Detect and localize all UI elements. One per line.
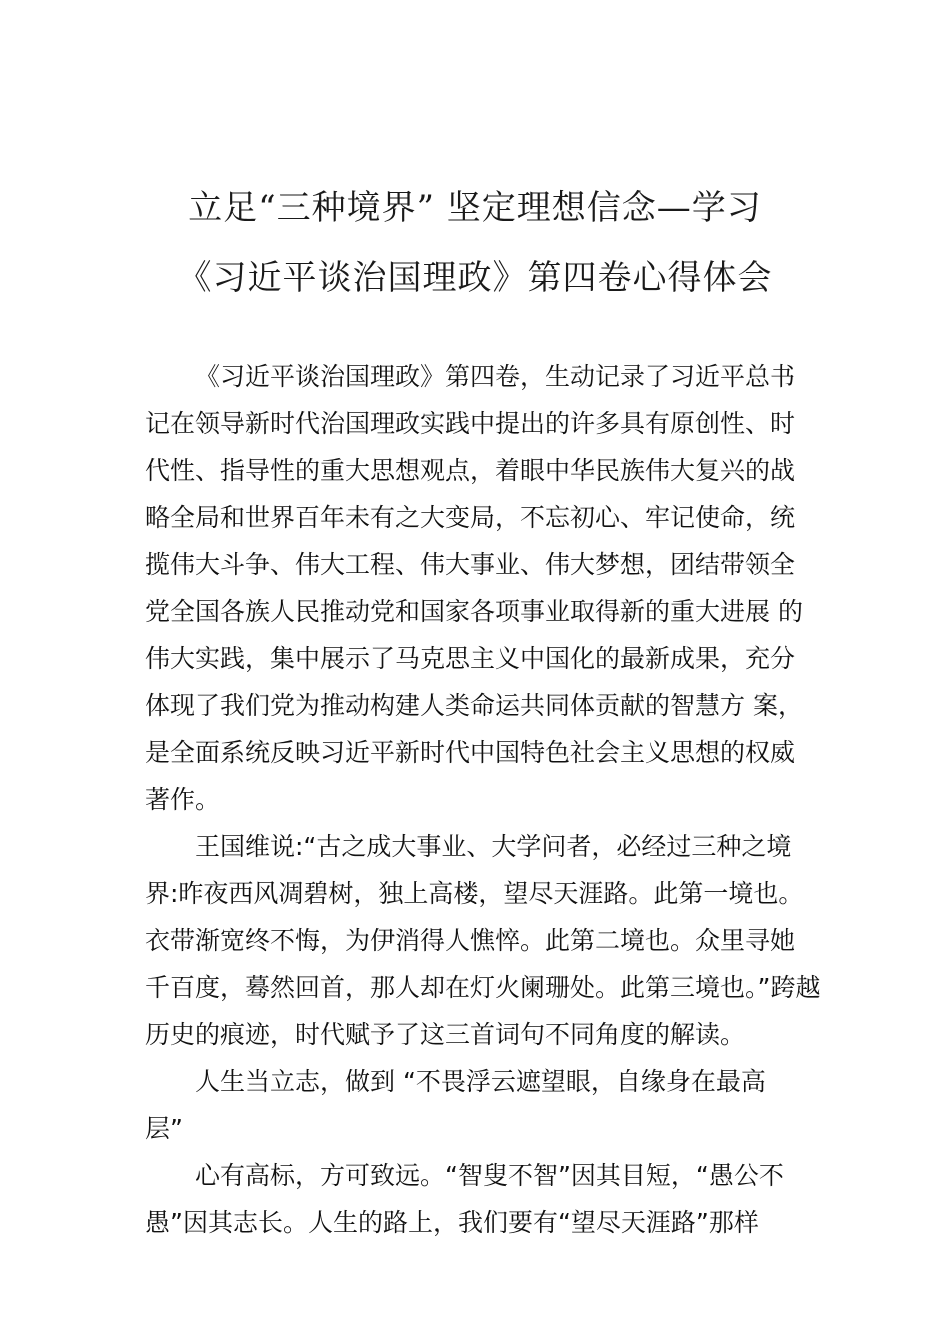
- paragraph-1-line-8: 体现了我们党为推动构建人类命运共同体贡献的智慧方 案，: [145, 691, 803, 720]
- document-title-line-2: 《习近平谈治国理政》第四卷心得体会: [177, 258, 773, 298]
- paragraph-2-line-4: 千百度，蓦然回首，那人却在灯火阑珊处。此第三境也。”跨越: [145, 973, 821, 1002]
- paragraph-1-line-3: 代性、指导性的重大思想观点，着眼中华民族伟大复兴的战: [145, 456, 796, 485]
- paragraph-1-line-10: 著作。: [145, 785, 221, 814]
- paragraph-3-line-2: 层”: [145, 1114, 183, 1143]
- paragraph-1-line-9: 是全面系统反映习近平新时代中国特色社会主义思想的权威: [145, 738, 796, 767]
- paragraph-2-line-2: 界:昨夜西风凋碧树，独上高楼，望尽天涯路。此第一境也。: [145, 879, 804, 908]
- paragraph-1-line-7: 伟大实践，集中展示了马克思主义中国化的最新成果，充分: [145, 644, 796, 673]
- paragraph-2-line-5: 历史的痕迹，时代赋予了这三首词句不同角度的解读。: [145, 1020, 746, 1049]
- paragraph-1-line-4: 略全局和世界百年未有之大变局，不忘初心、牢记使命，统: [145, 503, 796, 532]
- paragraph-3-line-1: 人生当立志，做到 “不畏浮云遮望眼，自缘身在最高: [195, 1067, 766, 1096]
- paragraph-2-line-3: 衣带渐宽终不悔，为伊消得人憔悴。此第二境也。众里寻她: [145, 926, 796, 955]
- paragraph-1-line-1: 《习近平谈治国理政》第四卷，生动记录了习近平总书: [195, 362, 796, 391]
- paragraph-4-line-2: 愚”因其志长。人生的路上，我们要有“望尽天涯路”那样: [145, 1208, 759, 1237]
- paragraph-1-line-5: 揽伟大斗争、伟大工程、伟大事业、伟大梦想，团结带领全: [145, 550, 796, 579]
- document-title-line-1: 立足“三种境界” 坚定理想信念—学习: [188, 188, 762, 228]
- paragraph-2-line-1: 王国维说:“古之成大事业、大学问者，必经过三种之境: [195, 832, 792, 861]
- paragraph-4-line-1: 心有高标，方可致远。“智叟不智”因其目短，“愚公不: [195, 1161, 784, 1190]
- paragraph-1-line-2: 记在领导新时代治国理政实践中提出的许多具有原创性、时: [145, 409, 796, 438]
- paragraph-1-line-6: 党全国各族人民推动党和国家各项事业取得新的重大进展 的: [145, 597, 803, 626]
